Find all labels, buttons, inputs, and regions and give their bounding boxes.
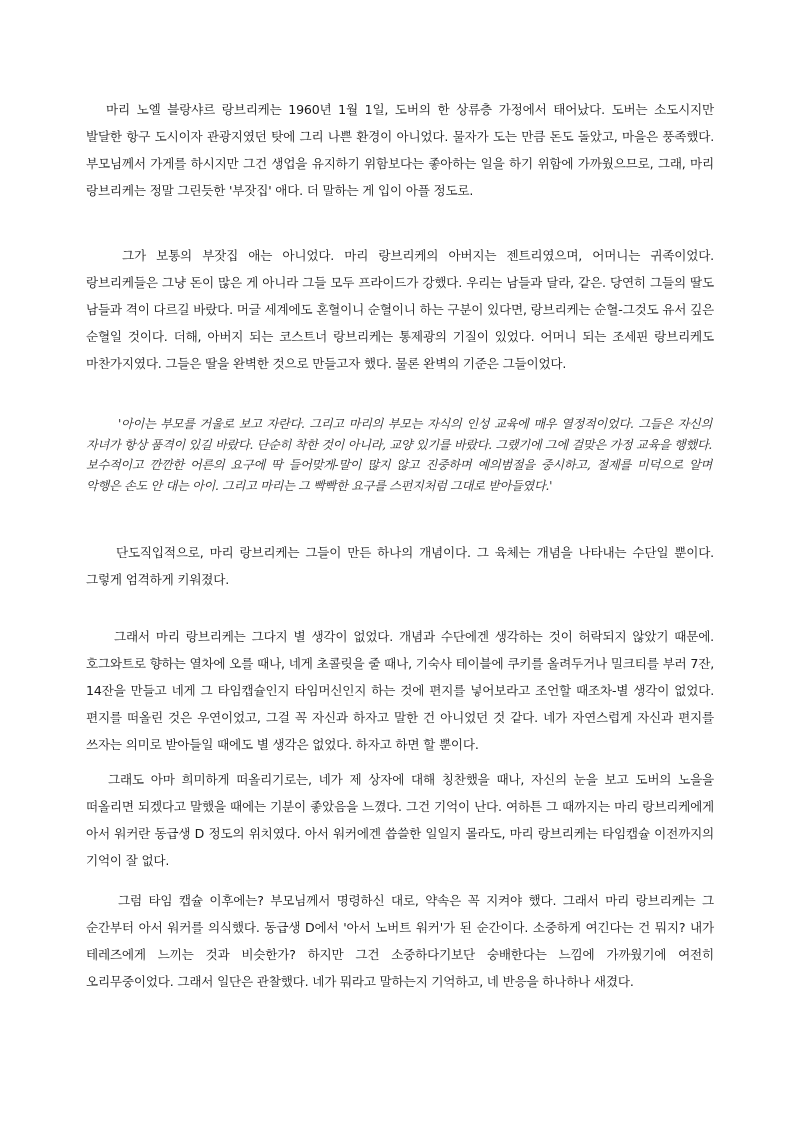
paragraph-no-thoughts: 그래서 마리 랑브리케는 그다지 별 생각이 없었다. 개념과 수단에겐 생각하는 것이 허락되지 않았기 때문에. 호그와트로 향하는 열차에 오를 때나, 네게 초콜릿을 줄 때나, 기숙사 테이블에 쿠키를 올려두거나 밀크티를 부러 7잔, 14잔을 만들고 네게 그 타임캡슐인지 타임머신인지 하는 것에 편지를 넣어보라고 조언할 때조차-별 생각이 없었다. 편지를 떠올린 것은 우연이었고, 그걸 꼭 자신과 하자고 말한 건 아니었던 것 같다. 네가 자연스럽게 자신과 편지를 쓰자는 의미로 받아들일 때에도 별 생각은 없었다. 하자고 하면 할 뿐이다. — [86, 629, 714, 752]
paragraph-birth: 마리 노엘 블랑샤르 랑브리케는 1960년 1월 1일, 도버의 한 상류층 가정에서 태어났다. 도버는 소도시지만 발달한 항구 도시이자 관광지였던 탓에 그리 나쁜 환경이 아니었다. 물자가 도는 만큼 돈도 돌았고, 마을은 풍족했다. 부모님께서 가게를 하시지만 그건 생업을 유지하기 위함보다는 좋아하는 일을 하기 위함에 가까웠으므로, 그래, 마리 랑브리케는 정말 그린듯한 '부잣집' 애다. 더 말하는 게 입이 아플 정도로. — [86, 102, 714, 198]
paragraph-memory: 그래도 아마 희미하게 떠올리기로는, 네가 제 상자에 대해 칭찬했을 때나, 자신의 눈을 보고 도버의 노을을 떠올리면 되겠다고 말했을 때에는 기분이 좋았음을 느꼈다. 그건 기억이 난다. 여하튼 그 때까지는 마리 랑브리케에게 아서 워커란 동급생 D 정도의 위치였다. 아서 워커에겐 씁쓸한 일일지 몰라도, 마리 랑브리케는 타임캡슐 이전까지의 기억이 잘 없다. — [86, 772, 714, 868]
paragraph-concept: 단도직입적으로, 마리 랑브리케는 그들이 만든 하나의 개념이다. 그 육체는 개념을 나타내는 수단일 뿐이다. 그렇게 엄격하게 키워졌다. — [86, 545, 714, 587]
paragraph-family: 그가 보통의 부잣집 애는 아니었다. 마리 랑브리케의 아버지는 젠트리였으며, 어머니는 귀족이었다. 랑브리케들은 그냥 돈이 많은 게 아니라 그들 모두 프라이드가 강했다. 우리는 남들과 달라, 같은. 당연히 그들의 딸도 남들과 격이 다르길 바랐다. 머글 세계에도 혼혈이니 순혈이니 하는 구분이 있다면, 랑브리케는 순혈-그것도 유서 깊은 순혈일 것이다. 더해, 아버지 되는 코스트너 랑브리케는 통제광의 기질이 있었다. 어머니 되는 조세핀 랑브리케도 마찬가지였다. 그들은 딸을 완벽한 것으로 만들고자 했다. 물론 완벽의 기준은 그들이었다. — [86, 248, 714, 371]
quote-paragraph: '아이는 부모를 거울로 보고 자란다. 그리고 마리의 부모는 자식의 인성 교육에 매우 열정적이었다. 그들은 자신의 자녀가 항상 품격이 있길 바랐다. 단순히 착한 것이 아니라, 교양 있기를 바랐다. 그랬기에 그에 걸맞은 가정 교육을 행했다. 보수적이고 깐깐한 어른의 요구에 딱 들어맞게-말이 많지 않고 진중하며 예의범절을 중시하고, 절제를 미덕으로 알며 악행은 손도 안 대는 아이. 그리고 마리는 그 빡빡한 요구를 스펀지처럼 그대로 받아들였다.' — [86, 417, 712, 493]
paragraph-time-capsule: 그럼 타임 캡슐 이후에는? 부모님께서 명령하신 대로, 약속은 꼭 지켜야 했다. 그래서 마리 랑브리케는 그 순간부터 아서 워커를 의식했다. 동급생 D에서 '아서 노버트 워커'가 된 순간이다. 소중하게 여긴다는 건 뭐지? 내가 테레즈에게 느끼는 것과 비슷한가? 하지만 그건 소중하다기보단 숭배한다는 느낌에 가까웠기에 여전히 오리무중이었다. 그래서 일단은 관찰했다. 네가 뭐라고 말하는지 기억하고, 네 반응을 하나하나 새겼다. — [86, 893, 714, 989]
